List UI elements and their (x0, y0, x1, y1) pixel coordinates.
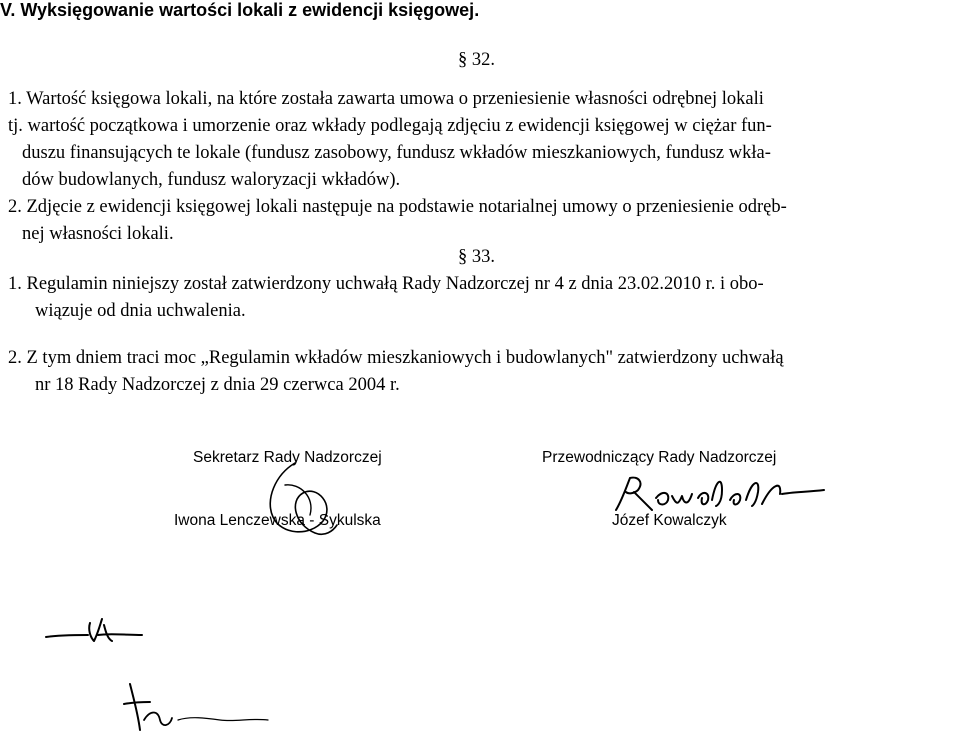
text-line: 2. Z tym dniem traci moc „Regulamin wkładów mieszkaniowych i budowlanych" zatwierdzony uchwałą (8, 348, 784, 368)
handwritten-signature-right (612, 470, 842, 520)
initials-mark-2 (110, 680, 280, 741)
signature-role-left: Sekretarz Rady Nadzorczej (193, 449, 382, 466)
handwritten-signature-left (255, 455, 355, 555)
text-line: 1. Regulamin niniejszy został zatwierdzony uchwałą Rady Nadzorczej nr 4 z dnia 23.02.2010 r. i obo- (8, 274, 764, 294)
text-line: dów budowlanych, fundusz waloryzacji wkładów). (22, 170, 401, 190)
paragraph-marker-33: § 33. (458, 247, 495, 267)
initials-mark-1 (40, 605, 150, 655)
text-line: nej własności lokali. (22, 224, 174, 244)
text-line: tj. wartość początkowa i umorzenie oraz wkłady podlegają zdjęciu z ewidencji księgowej w ciężar fun- (8, 116, 772, 136)
signature-name-right: Józef Kowalczyk (612, 512, 727, 529)
text-line: nr 18 Rady Nadzorczej z dnia 29 czerwca 2004 r. (35, 375, 400, 395)
section-heading: V. Wyksięgowanie wartości lokali z ewidencji księgowej. (0, 0, 480, 20)
text-line: 1. Wartość księgowa lokali, na które została zawarta umowa o przeniesienie własności odrębnej lokali (8, 89, 764, 109)
signature-name-left: Iwona Lenczewska - Sykulska (174, 512, 381, 529)
text-line: duszu finansujących te lokale (fundusz zasobowy, fundusz wkładów mieszkaniowych, fundusz wkła- (22, 143, 771, 163)
signature-role-right: Przewodniczący Rady Nadzorczej (542, 449, 777, 466)
paragraph-marker-32: § 32. (458, 50, 495, 70)
text-line: 2. Zdjęcie z ewidencji księgowej lokali następuje na podstawie notarialnej umowy o przeniesienie odręb- (8, 197, 787, 217)
text-line: wiązuje od dnia uchwalenia. (35, 301, 246, 321)
